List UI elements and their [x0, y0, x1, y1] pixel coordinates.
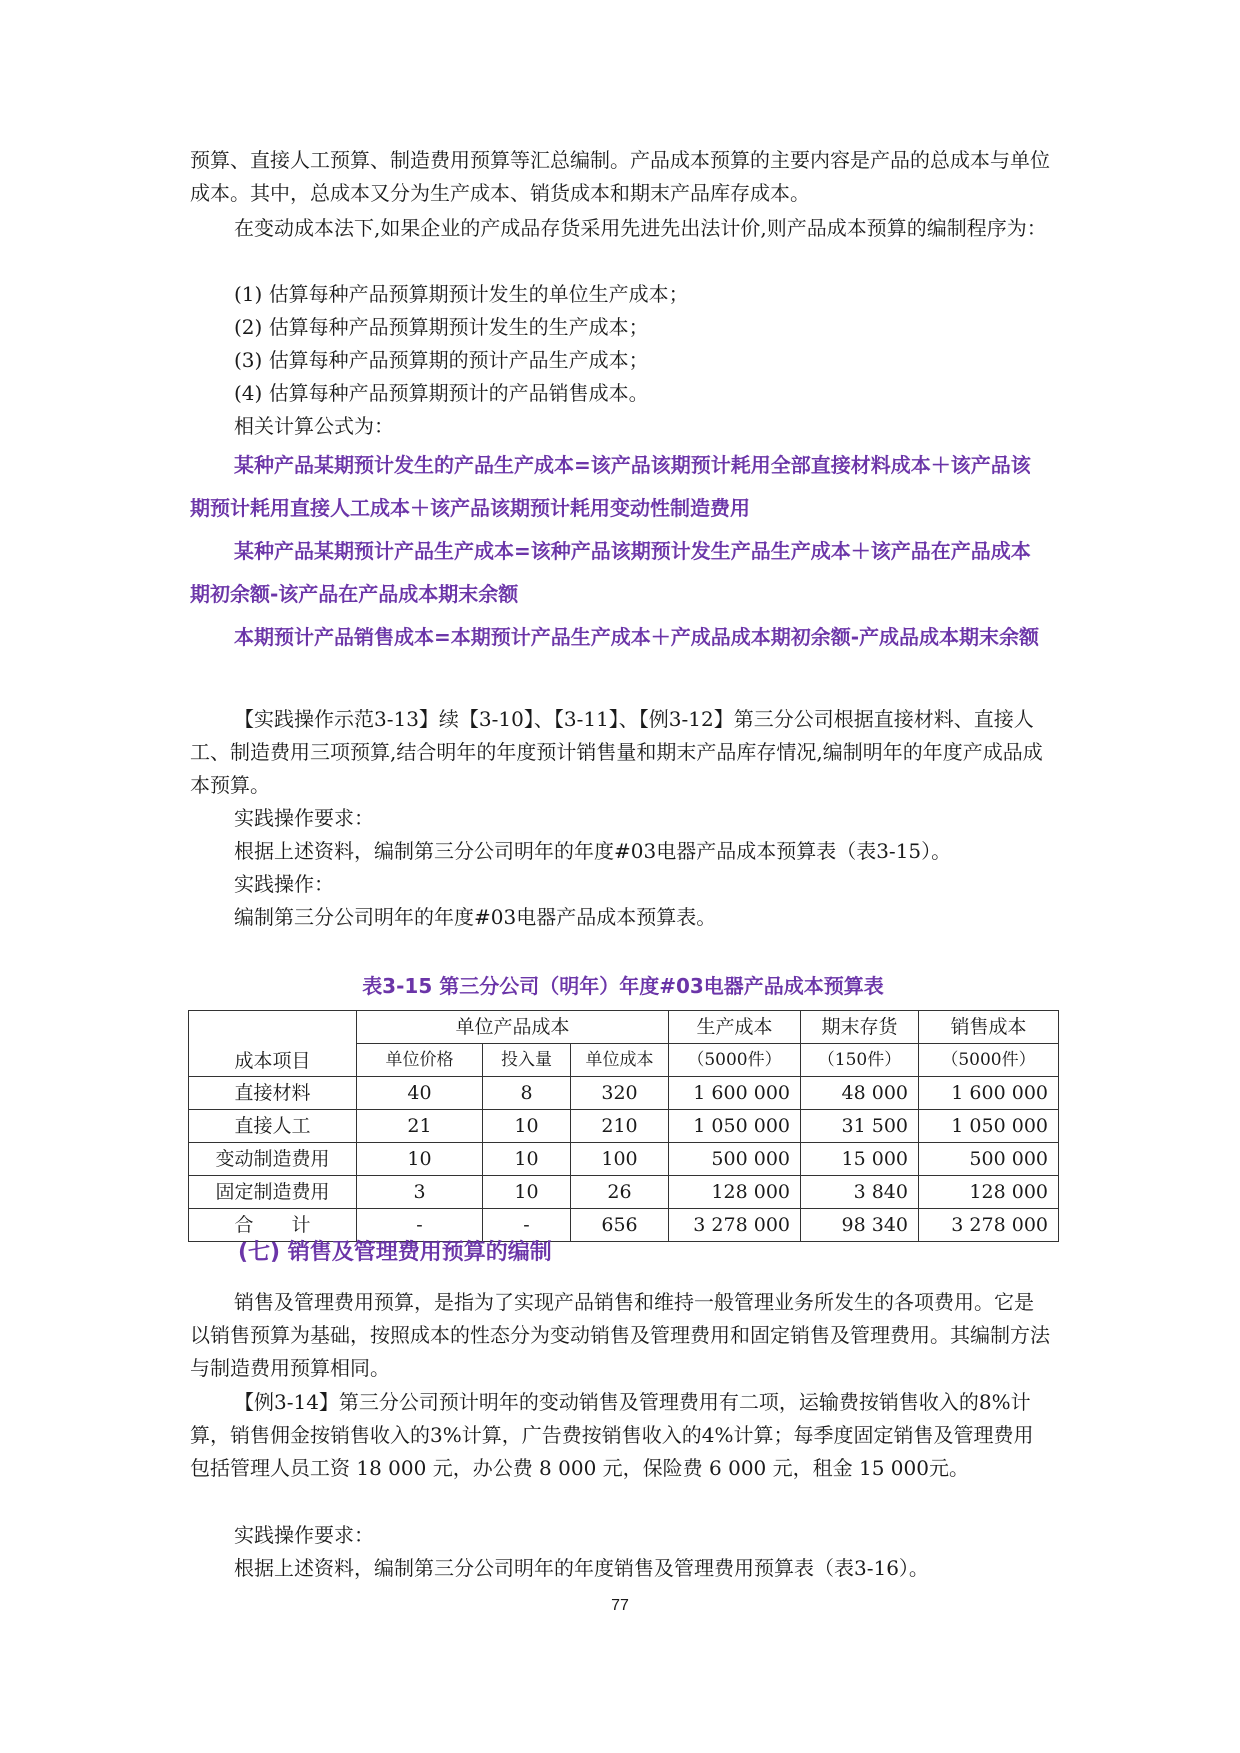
row-production-cost: 1 050 000 — [669, 1110, 801, 1143]
row-item: 固定制造费用 — [189, 1176, 357, 1209]
row-ending-inventory: 48 000 — [801, 1077, 919, 1110]
row-production-cost: 128 000 — [669, 1176, 801, 1209]
table-row — [189, 1110, 1059, 1143]
section-heading: (七) 销售及管理费用预算的编制 — [238, 1240, 552, 1265]
row-input-qty: 10 — [483, 1143, 571, 1176]
header-production-cost: 生产成本 — [669, 1011, 801, 1044]
row-unit-cost: 320 — [571, 1077, 669, 1110]
header-sales-qty: （5000件） — [919, 1044, 1059, 1077]
section-paragraph-1: 销售及管理费用预算，是指为了实现产品销售和维持一般管理业务所发生的各项费用。它是以销售预算为基础，按照成本的性态分为变动销售及管理费用和固定销售及管理费用。其编制方法与制造费用预算相同。 — [190, 1290, 1050, 1380]
row-input-qty: 8 — [483, 1077, 571, 1110]
row-unit-cost: 100 — [571, 1143, 669, 1176]
header-unit-product-cost: 单位产品成本 — [357, 1011, 669, 1044]
header-sales-cost: 销售成本 — [919, 1011, 1059, 1044]
row-unit-price: 10 — [357, 1143, 483, 1176]
section-requirement-label: 实践操作要求： — [234, 1523, 374, 1547]
paragraph-procedure: 在变动成本法下,如果企业的产成品存货采用先进先出法计价,则产品成本预算的编制程序为： — [234, 216, 1047, 240]
row-unit-cost: 26 — [571, 1176, 669, 1209]
cost-budget-table — [188, 1010, 1059, 1242]
row-input-qty: 10 — [483, 1176, 571, 1209]
practice-paragraph: 【实践操作示范3-13】续【3-10】、【3-11】、【例3-12】第三分公司根据直接材料、直接人工、制造费用三项预算,结合明年的年度预计销售量和期末产品库存情况,编制明年的年度产成品成本预算。 — [190, 707, 1043, 797]
row-unit-price: 21 — [357, 1110, 483, 1143]
row-unit-cost: 656 — [571, 1209, 669, 1242]
header-production-qty: （5000件） — [669, 1044, 801, 1077]
row-input-qty: 10 — [483, 1110, 571, 1143]
row-sales-cost: 500 000 — [919, 1143, 1059, 1176]
row-sales-cost: 1 050 000 — [919, 1110, 1059, 1143]
row-input-qty: - — [483, 1209, 571, 1242]
table-row — [189, 1077, 1059, 1110]
paragraph-intro: 预算、直接人工预算、制造费用预算等汇总编制。产品成本预算的主要内容是产品的总成本与单位成本。其中，总成本又分为生产成本、销货成本和期末产品库存成本。 — [190, 148, 1050, 205]
formula-2: 某种产品某期预计产品生产成本=该种产品该期预计发生产品生产成本＋该产品在产品成本期初余额-该产品在产品成本期末余额 — [190, 539, 1031, 606]
row-item: 变动制造费用 — [189, 1143, 357, 1176]
row-ending-inventory: 15 000 — [801, 1143, 919, 1176]
row-ending-inventory: 98 340 — [801, 1209, 919, 1242]
row-unit-price: - — [357, 1209, 483, 1242]
step-4: (4) 估算每种产品预算期预计的产品销售成本。 — [234, 381, 649, 405]
header-input-qty: 投入量 — [483, 1044, 571, 1077]
table-row — [189, 1176, 1059, 1209]
example-paragraph: 【例3-14】第三分公司预计明年的变动销售及管理费用有二项，运输费按销售收入的8%计算，销售佣金按销售收入的3%计算，广告费按销售收入的4%计算；每季度固定销售及管理费用包括管理人员工资 18 000 元，办公费 8 000 元，保险费 6 000 元，租金 15 000元。 — [190, 1390, 1034, 1480]
page-number: 77 — [611, 1597, 629, 1614]
row-item: 直接人工 — [189, 1110, 357, 1143]
header-cost-item: 成本项目 — [189, 1011, 357, 1077]
header-unit-price: 单位价格 — [357, 1044, 483, 1077]
row-unit-price: 40 — [357, 1077, 483, 1110]
header-ending-inventory: 期末存货 — [801, 1011, 919, 1044]
row-ending-inventory: 31 500 — [801, 1110, 919, 1143]
table-row — [189, 1143, 1059, 1176]
table-title: 表3-15 第三分公司（明年）年度#03电器产品成本预算表 — [362, 974, 884, 998]
step-1: (1) 估算每种产品预算期预计发生的单位生产成本； — [234, 282, 689, 306]
formula-intro: 相关计算公式为： — [234, 414, 394, 438]
step-2: (2) 估算每种产品预算期预计发生的生产成本； — [234, 315, 649, 339]
row-ending-inventory: 3 840 — [801, 1176, 919, 1209]
row-production-cost: 1 600 000 — [669, 1077, 801, 1110]
row-item: 直接材料 — [189, 1077, 357, 1110]
section-requirement-text: 根据上述资料，编制第三分公司明年的年度销售及管理费用预算表（表3-16）。 — [234, 1556, 929, 1580]
header-ending-qty: （150件） — [801, 1044, 919, 1077]
row-item: 合 计 — [189, 1209, 357, 1242]
formula-1: 某种产品某期预计发生的产品生产成本=该产品该期预计耗用全部直接材料成本＋该产品该期预计耗用直接人工成本＋该产品该期预计耗用变动性制造费用 — [190, 453, 1031, 520]
step-3: (3) 估算每种产品预算期的预计产品生产成本； — [234, 348, 649, 372]
operation-text: 编制第三分公司明年的年度#03电器产品成本预算表。 — [234, 905, 717, 929]
row-production-cost: 500 000 — [669, 1143, 801, 1176]
requirement-label: 实践操作要求： — [234, 806, 374, 830]
requirement-text: 根据上述资料，编制第三分公司明年的年度#03电器产品成本预算表（表3-15）。 — [234, 839, 952, 863]
row-production-cost: 3 278 000 — [669, 1209, 801, 1242]
row-unit-cost: 210 — [571, 1110, 669, 1143]
header-unit-cost: 单位成本 — [571, 1044, 669, 1077]
row-sales-cost: 3 278 000 — [919, 1209, 1059, 1242]
row-sales-cost: 1 600 000 — [919, 1077, 1059, 1110]
row-sales-cost: 128 000 — [919, 1176, 1059, 1209]
formula-3: 本期预计产品销售成本=本期预计产品生产成本＋产成品成本期初余额-产成品成本期末余额 — [234, 625, 1040, 649]
row-unit-price: 3 — [357, 1176, 483, 1209]
operation-label: 实践操作： — [234, 872, 334, 896]
